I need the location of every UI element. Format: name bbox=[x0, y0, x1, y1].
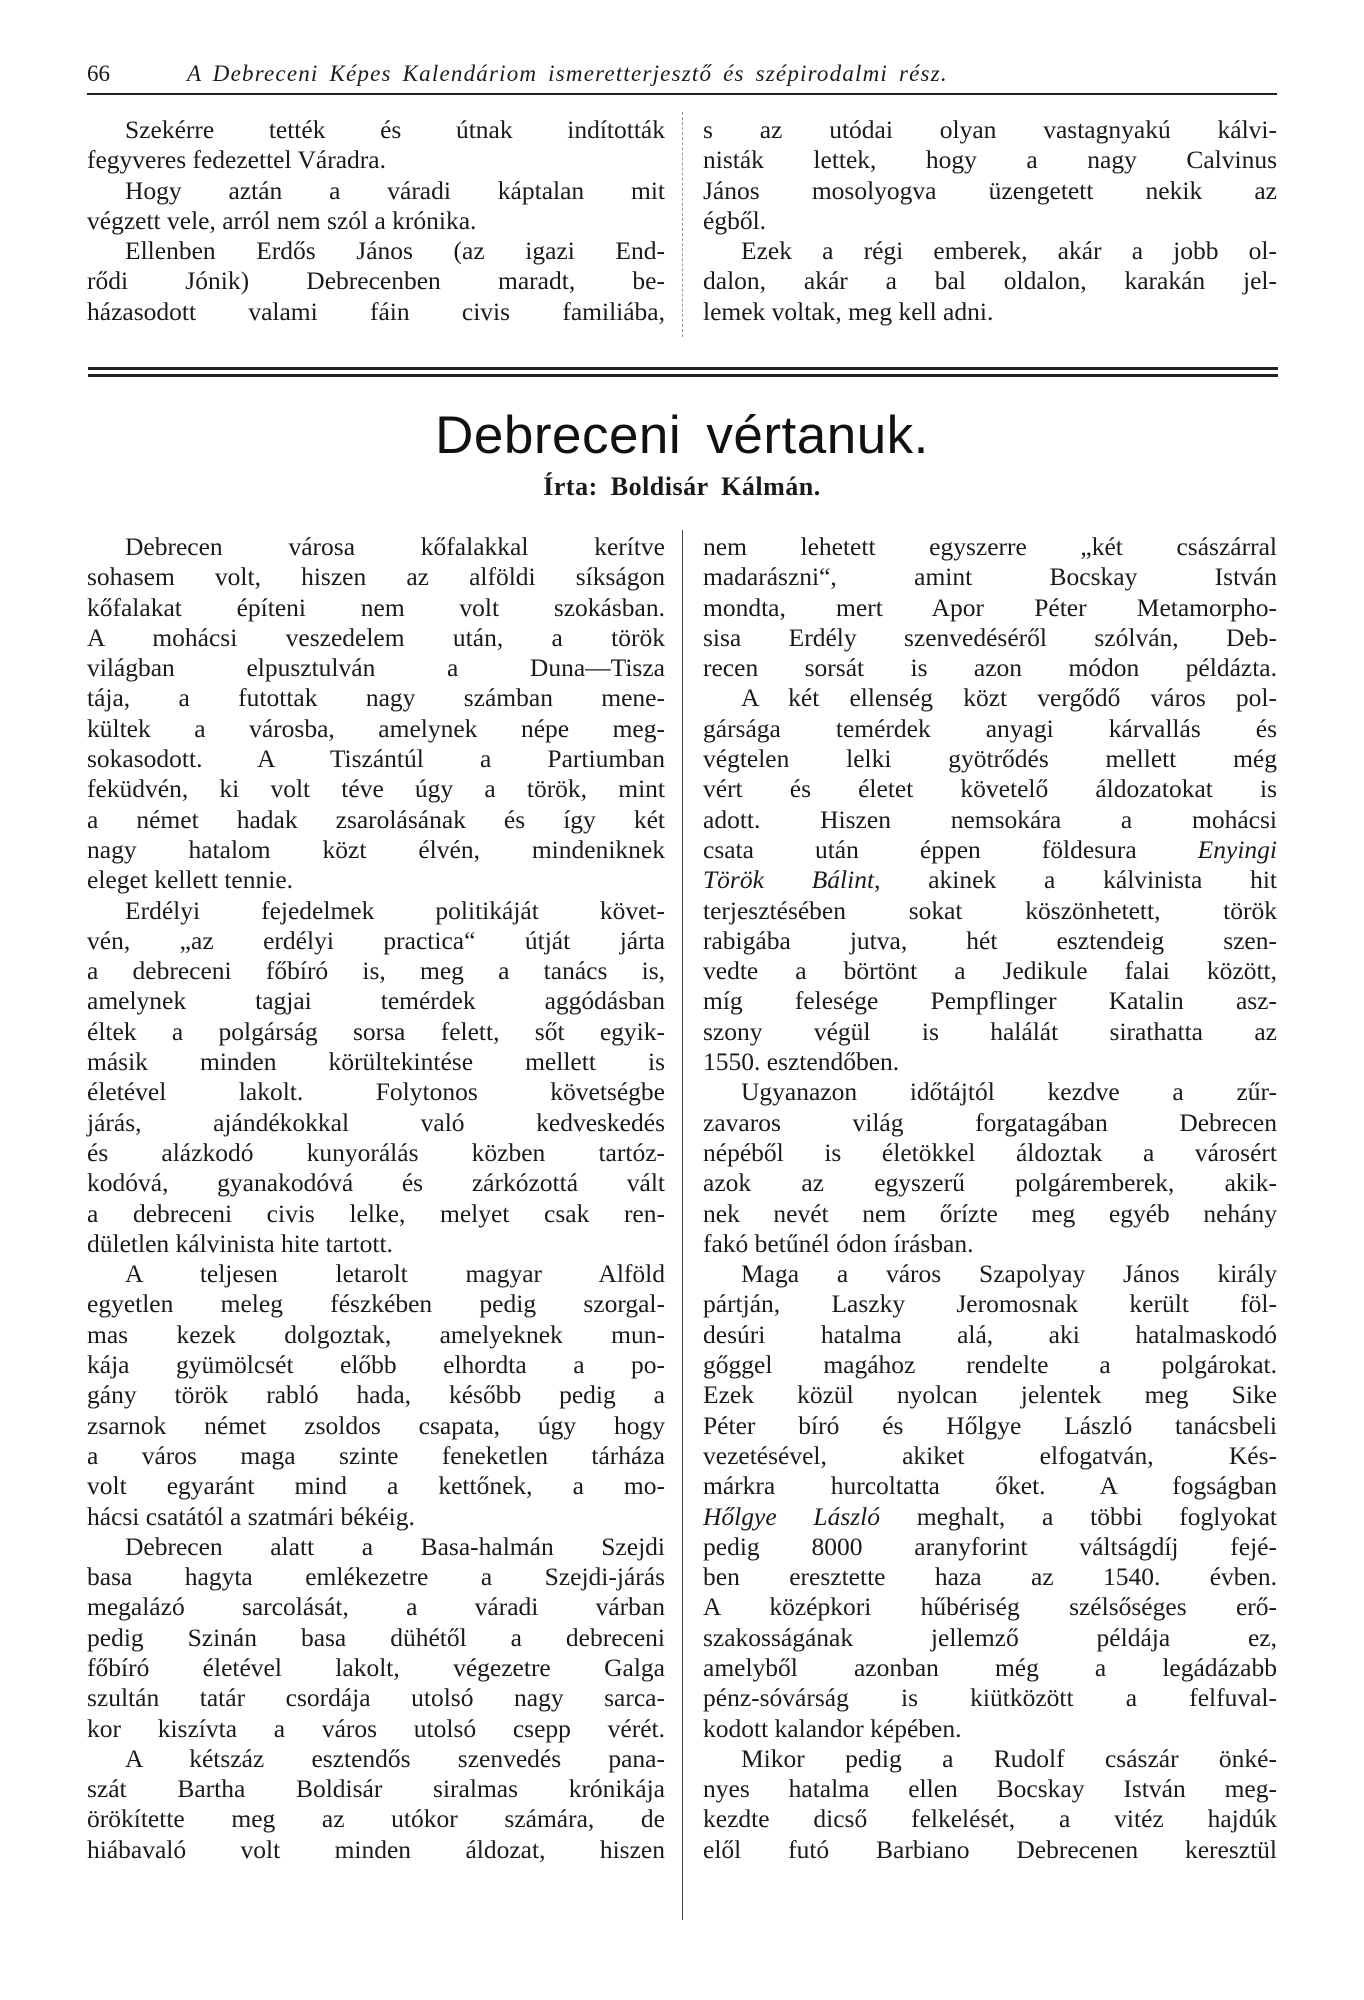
text-line: a debreceni főbíró is, meg a tanács is, bbox=[87, 956, 665, 986]
text-line: végtelen lelki gyötrődés mellett még bbox=[703, 744, 1277, 774]
text-line: hácsi csatától a szatmári békéig. bbox=[87, 1501, 415, 1531]
text-line: Debrecen alatt a Basa-halmán Szejdi bbox=[125, 1531, 665, 1561]
text-line: Hogy aztán a váradi káptalan mit bbox=[125, 175, 665, 205]
text-line: sisa Erdély szenvedéséről szólván, Deb- bbox=[703, 622, 1277, 652]
text-line: azok az egyszerű polgáremberek, akik- bbox=[703, 1168, 1277, 1198]
text-line: kodóvá, gyanakodóvá és zárkózottá vált bbox=[87, 1168, 665, 1198]
page-number: 66 bbox=[87, 61, 110, 86]
text-line: Hőlgye László meghalt, a többi foglyokat bbox=[703, 1501, 1278, 1531]
text-line: madarászni“, amint Bocskay István bbox=[703, 562, 1277, 592]
text-line: amelyből azonban még a legádázabb bbox=[703, 1652, 1277, 1682]
text-line: Maga a város Szapolyay János király bbox=[741, 1259, 1277, 1289]
text-line: recen sorsát is azon módon példázta. bbox=[703, 653, 1277, 683]
text-line: nisták lettek, hogy a nagy Calvinus bbox=[703, 145, 1277, 175]
text-line: szony végül is halálát sirathatta az bbox=[703, 1016, 1277, 1046]
text-line: dalon, akár a bal oldalon, karakán jel- bbox=[703, 266, 1277, 296]
text-line: Ellenben Erdős János (az igazi End- bbox=[125, 236, 665, 266]
text-line: dületlen kálvinista hite tartott. bbox=[87, 1228, 393, 1258]
text-line: éltek a polgárság sorsa felett, sőt egyik- bbox=[87, 1016, 665, 1046]
text-line: megalázó sarcolását, a váradi várban bbox=[87, 1592, 665, 1622]
text-line: házasodott valami fáin civis familiába, bbox=[87, 296, 665, 326]
text-line: vért és életet követelő áldozatokat is bbox=[703, 774, 1277, 804]
text-line: pedig Szinán basa dühétől a debreceni bbox=[87, 1622, 665, 1652]
text-line: vezetésével, akiket elfogatván, Kés- bbox=[703, 1440, 1277, 1470]
text-line: főbíró életével lakolt, végezetre Galga bbox=[87, 1652, 665, 1682]
text-line: terjesztésében sokat köszönhetett, török bbox=[703, 895, 1277, 925]
text-line: A két ellenség közt vergődő város pol- bbox=[741, 683, 1277, 713]
text-line: Ezek közül nyolcan jelentek meg Sike bbox=[703, 1380, 1277, 1410]
text-line: nem lehetett egyszerre „két császárral bbox=[703, 532, 1277, 561]
text-line: szát Bartha Boldisár siralmas krónikája bbox=[87, 1774, 665, 1804]
text-line: eleget kellett tennie. bbox=[87, 865, 294, 895]
text-line: a debreceni civis lelke, melyet csak ren- bbox=[87, 1198, 665, 1228]
text-line: kor kiszívta a város utolsó csepp vérét. bbox=[87, 1713, 665, 1743]
text-line: ben eresztette haza az 1540. évben. bbox=[703, 1562, 1277, 1592]
text-line: gány török rabló hada, később pedig a bbox=[87, 1380, 665, 1410]
text-line: nagy hatalom közt élvén, mindeniknek bbox=[87, 834, 665, 864]
text-line: A mohácsi veszedelem után, a török bbox=[87, 622, 665, 652]
text-line: márkra hurcoltatta őket. A fogságban bbox=[703, 1471, 1277, 1501]
text-line: volt egyaránt mind a kettőnek, a mo- bbox=[87, 1471, 665, 1501]
text-line: népéből is életökkel áldoztak a városért bbox=[703, 1137, 1277, 1167]
section-separator-rule bbox=[88, 374, 1278, 377]
text-line: pártján, Laszky Jeromosnak került föl- bbox=[703, 1289, 1277, 1319]
text-line: csata után éppen földesura Enyingi bbox=[703, 834, 1277, 864]
text-line: rabigába jutva, hét esztendeig szen- bbox=[703, 925, 1277, 955]
text-line: Török Bálint, akinek a kálvinista hit bbox=[703, 865, 1277, 895]
text-line: János mosolyogva üzengetett nekik az bbox=[703, 175, 1277, 205]
text-line: kája gyümölcsét előbb elhordta a po- bbox=[87, 1350, 665, 1380]
text-line: szakosságának jellemző példája ez, bbox=[703, 1622, 1277, 1652]
text-line: járás, ajándékokkal való kedveskedés bbox=[87, 1107, 665, 1137]
text-line: feküdvén, ki volt téve úgy a török, mint bbox=[87, 774, 665, 804]
text-line: kezdte dicső felkelését, a vitéz hajdúk bbox=[703, 1804, 1277, 1834]
running-title: A Debreceni Képes Kalendáriom ismeretterjesztő és szépirodalmi rész. bbox=[187, 61, 948, 86]
text-line: míg felesége Pempflinger Katalin asz- bbox=[703, 986, 1277, 1016]
text-line: A középkori hűbériség szélsőséges erő- bbox=[703, 1592, 1277, 1622]
text-line: kodott kalandor képében. bbox=[703, 1713, 962, 1743]
text-line: fegyveres fedezettel Váradra. bbox=[87, 145, 386, 175]
section-separator-rule bbox=[88, 367, 1278, 370]
text-line: kültek a városba, amelynek népe meg- bbox=[87, 713, 665, 743]
header-rule bbox=[87, 93, 1277, 95]
text-line: mas kezek dolgoztak, amelyeknek mun- bbox=[87, 1319, 665, 1349]
text-line: égből. bbox=[703, 205, 767, 235]
text-line: Péter bíró és Hőlgye László tanácsbeli bbox=[703, 1410, 1277, 1440]
text-line: elől futó Barbiano Debrecenen keresztül bbox=[703, 1834, 1277, 1864]
column-divider bbox=[682, 112, 684, 337]
text-line: pénz-sóvárság is kiütközött a felfuval- bbox=[703, 1683, 1277, 1713]
text-line: világban elpusztulván a Duna—Tisza bbox=[87, 653, 665, 683]
text-line: szultán tatár csordája utolsó nagy sarca- bbox=[87, 1683, 665, 1713]
text-line: gőggel magához rendelte a polgárokat. bbox=[703, 1350, 1277, 1380]
text-line: s az utódai olyan vastagnyakú kálvi- bbox=[703, 115, 1277, 144]
text-line: hiábavaló volt minden áldozat, hiszen bbox=[87, 1834, 665, 1864]
text-line: adott. Hiszen nemsokára a mohácsi bbox=[703, 804, 1277, 834]
text-line: vedte a börtönt a Jedikule falai között, bbox=[703, 956, 1277, 986]
article-left-column bbox=[87, 532, 665, 1865]
text-line: egyetlen meleg fészkében pedig szorgal- bbox=[87, 1289, 665, 1319]
text-line: Erdélyi fejedelmek politikáját követ- bbox=[125, 895, 665, 925]
text-line: zsarnok német zsoldos csapata, úgy hogy bbox=[87, 1410, 665, 1440]
text-line: A kétszáz esztendős szenvedés pana- bbox=[125, 1743, 665, 1773]
text-line: mondta, mert Apor Péter Metamorpho- bbox=[703, 592, 1277, 622]
text-line: másik minden körültekintése mellett is bbox=[87, 1047, 665, 1077]
text-line: sohasem volt, hiszen az alföldi síkságon bbox=[87, 562, 665, 592]
text-line: életével lakolt. Folytonos követségbe bbox=[87, 1077, 665, 1107]
column-divider bbox=[682, 530, 684, 1920]
previous-article-right-column bbox=[703, 115, 1277, 327]
text-line: a német hadak zsarolásának és így két bbox=[87, 804, 665, 834]
text-line: nyes hatalma ellen Bocskay István meg- bbox=[703, 1774, 1277, 1804]
text-line: vén, „az erdélyi practica“ útját járta bbox=[87, 925, 665, 955]
text-line: kőfalakat építeni nem volt szokásban. bbox=[87, 592, 665, 622]
text-line: gársága temérdek anyagi kárvallás és bbox=[703, 713, 1277, 743]
text-line: pedig 8000 aranyforint váltságdíj fejé- bbox=[703, 1531, 1277, 1561]
text-line: amelynek tagjai temérdek aggódásban bbox=[87, 986, 665, 1016]
text-line: lemek voltak, meg kell adni. bbox=[703, 296, 994, 326]
text-line: Ezek a régi emberek, akár a jobb ol- bbox=[741, 236, 1277, 266]
text-line: fakó betűnél ódon írásban. bbox=[703, 1228, 974, 1258]
text-line: desúri hatalma alá, aki hatalmaskodó bbox=[703, 1319, 1277, 1349]
text-line: Mikor pedig a Rudolf császár önké- bbox=[741, 1743, 1277, 1773]
text-line: Ugyanazon időtájtól kezdve a zűr- bbox=[741, 1077, 1277, 1107]
text-line: tája, a futottak nagy számban mene- bbox=[87, 683, 665, 713]
running-head bbox=[87, 58, 1277, 98]
article-byline: Írta: Boldisár Kálmán. bbox=[543, 472, 821, 501]
text-line: sokasodott. A Tiszántúl a Partiumban bbox=[87, 744, 665, 774]
text-line: és alázkodó kunyorálás közben tartóz- bbox=[87, 1137, 665, 1167]
text-line: nek nevét nem őrízte meg egyéb nehány bbox=[703, 1198, 1277, 1228]
text-line: örökítette meg az utókor számára, de bbox=[87, 1804, 665, 1834]
text-line: rődi Jónik) Debrecenben maradt, be- bbox=[87, 266, 665, 296]
text-line: végzett vele, arról nem szól a krónika. bbox=[87, 205, 477, 235]
text-line: basa hagyta emlékezetre a Szejdi-járás bbox=[87, 1562, 665, 1592]
article-title: Debreceni vértanuk. bbox=[435, 406, 929, 465]
text-line: A teljesen letarolt magyar Alföld bbox=[125, 1259, 665, 1289]
text-line: Debrecen városa kőfalakkal kerítve bbox=[125, 532, 665, 561]
article-right-column bbox=[703, 532, 1277, 1865]
text-line: Szekérre tették és útnak indították bbox=[125, 115, 665, 144]
previous-article-left-column bbox=[87, 115, 665, 327]
text-line: 1550. esztendőben. bbox=[703, 1047, 900, 1077]
text-line: zavaros világ forgatagában Debrecen bbox=[703, 1107, 1277, 1137]
text-line: a város maga szinte feneketlen tárháza bbox=[87, 1440, 665, 1470]
